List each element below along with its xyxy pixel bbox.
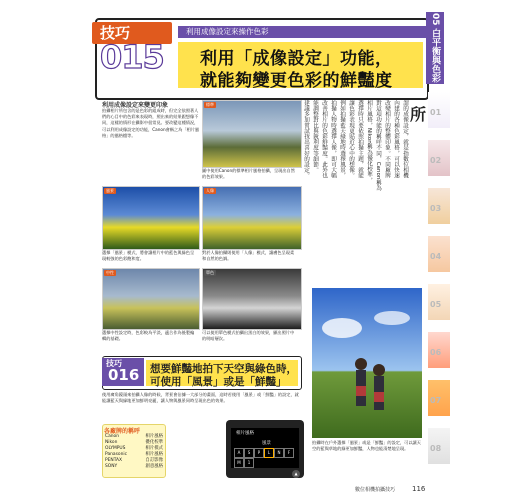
photo-caption: 可以使用單色模式拍攝出黑白的效果，顯出照片中的明暗層次。 [202,330,295,342]
lcd-style-icon: 1 [244,458,254,468]
photo-caption: 圖中使用Canon的標準相片風格拍攝，呈現出自然的色彩效果。 [202,168,295,180]
tip2-number: 016 [108,366,140,384]
photo-caption: 對於人像拍攝則使用「人像」模式，讓膚色呈現柔和自然的色調。 [202,250,295,262]
thumbnail-number: 02 [430,156,442,165]
brand-names-title: 各廠牌的稱呼 [104,428,141,435]
tip2-body: 使用廣角鏡頭來拍攝人像的時候，背景會佔據一大部分的畫面，這時若使用「風景」或「鮮豔」的設定，就能讓藍天與綠地更加鮮明亮麗，讓人物與風景同時呈現出色的效果。 [102,392,299,404]
tip2-title-line-2: 可使用「風景」或是「鮮豔」 [150,376,287,388]
brand-row [105,464,163,470]
photo-students-field [312,288,422,438]
brand-name: OLYMPUS [105,446,126,451]
text-line: 建議多加嘗試找出喜好的設定。 [303,100,309,179]
chapter-number: 05 [430,13,440,26]
photo-caption: 選擇中性設定時，色彩較為平淡，適合作為後製編輯的基礎。 [102,330,195,342]
brand-term: 相片模式 [145,446,163,451]
page-number: 116 [412,485,426,493]
tip-number: 015 [100,38,164,76]
text-line: 謂的成像設定，就是指數位相機 [402,100,408,179]
tip2-title-line-1: 想要鮮豔地拍下天空與綠色時， [150,363,297,375]
text-line: 改變相片的整體印象。不同廠牌 [384,100,390,179]
lcd-style-icon-selected: L [264,448,274,458]
big-photo-caption: 拍攝時在戶外選擇「風景」或是「鮮豔」的設定，可以讓天空的藍與草地的綠更加鮮豔，人物也能清楚地呈現。 [312,440,421,452]
text-line: 例如拍攝藍天綠地時選擇風景， [339,100,345,179]
brand-term: 創意風格 [145,464,163,469]
thumbnail-number: 08 [430,444,442,453]
text-line: 讓色彩表現更貼近心中的想像。 [348,100,354,179]
tip2-word: 技巧 [106,359,122,368]
brand-term: 相片風格 [145,452,163,457]
brand-term: 自訂影像 [145,458,163,463]
tip-word: 技巧 [100,24,131,42]
tip-title-line-1: 利用「成像設定」功能， [200,49,393,69]
thumbnail-number: 01 [430,108,442,117]
lcd-set-button-icon: ▲ [292,470,300,478]
lcd-style-icon: A [234,448,244,458]
brand-term: 優化校準 [145,440,163,445]
photo-tag: 人像 [206,188,214,193]
tip-subtitle: 利用成像設定來操作色彩 [178,26,426,38]
text-line: 內建的各種色彩風格，可以快速 [393,100,399,179]
photo-tag: 標準 [206,102,214,107]
thumbnail-number: 03 [430,204,442,213]
text-line: 相片風格，Nikon稱為優化校準， [366,100,372,183]
section-heading: 利用成像設定來變更印象 [102,102,169,109]
photo-tag: 單色 [206,270,214,275]
lcd-style-icon: P [254,448,264,458]
thumbnail-number: 06 [430,348,442,357]
chapter-label: 白平衡與色彩 [430,28,440,83]
brand-name: Panasonic [105,452,128,457]
footer-text: 數位相機拍攝技巧 [355,487,396,493]
photo-neutral [102,268,200,330]
photo-portrait [202,186,302,250]
chapter-band [426,12,444,84]
text-line: 對這項功能的稱呼不同，Canon稱為 [375,100,381,191]
tip-title-line-2: 就能夠變更色彩的鮮豔度 [200,71,393,91]
photo-monochrome [202,268,302,330]
lcd-title: 相片風格 [236,431,254,436]
text-line: 改善相片的色彩鮮豔度。此外也 [321,100,327,179]
brand-name: Nikon [105,440,118,445]
lcd-style-icon: M [234,458,244,468]
thumbnail-number: 04 [430,252,442,261]
lcd-style-icon: F [284,448,294,458]
text-line: 拍攝人物時選擇人像，即可大幅 [330,100,336,179]
text-line: 能調整對比與銳利度等細節。 [312,100,318,173]
vertical-text-column [303,100,423,280]
brand-term: 相片風格 [145,434,163,439]
section-body: 拍攝相片所包含的是色彩的組成時，但完全依照著人們的心目中的色彩來表現時，照出來的結果跟想像不同，這樣的情形在攝影中很常見。要改變這種情況，可以利用成像設定的功能，Canon會稱之為「相片風格」的風格檔等。 [102,108,200,138]
lcd-style-icon: N [274,448,284,458]
drop-cap: 所 [410,105,427,124]
brand-name: Canon [105,434,120,439]
photo-standard [202,100,302,168]
text-line: 選擇時只要依照拍攝主題，就能 [357,100,363,179]
photo-caption: 選擇「風景」模式，將會讓相片中的藍色與綠色呈現較強的色彩飽和度。 [102,250,195,262]
thumbnail-number: 05 [430,300,442,309]
lcd-selected-label: 風景 [262,441,271,446]
photo-tag: 中性 [106,270,114,275]
brand-name: PENTAX [105,458,123,463]
brand-name: SONY [105,464,118,469]
photo-tag: 風景 [106,188,114,193]
photo-illustration [312,288,422,438]
lcd-style-icon: S [244,448,254,458]
photo-landscape [102,186,200,250]
thumbnail-number: 07 [430,396,442,405]
